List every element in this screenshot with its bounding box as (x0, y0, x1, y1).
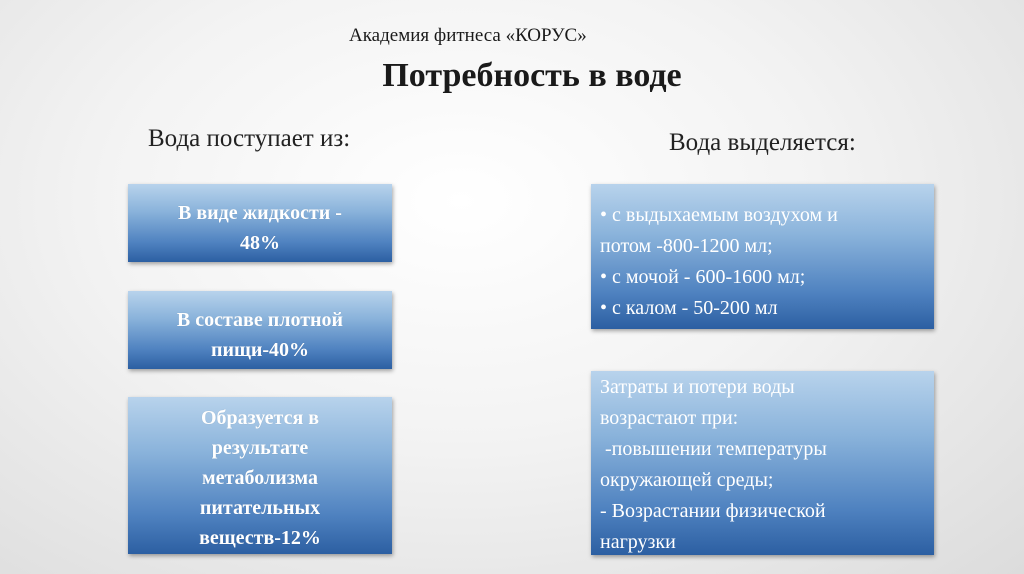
intake-box-metabolism (128, 397, 392, 554)
academy-name: Академия фитнеса «КОРУС» (349, 25, 587, 46)
intake-box-line: В составе плотной (176, 309, 344, 331)
intake-heading: Вода поступает из: (148, 125, 351, 152)
output-box-line: -повышении температуры (600, 438, 827, 460)
output-box-line: окружающей среды; (600, 469, 774, 491)
intake-box-line: веществ-12% (199, 527, 321, 549)
intake-box-line: питательных (199, 497, 321, 519)
output-box-line: • с мочой - 600-1600 мл; (600, 266, 806, 288)
output-box-losses (591, 371, 934, 555)
intake-box-liquid (128, 184, 392, 262)
intake-box-line: пищи-40% (210, 339, 310, 361)
output-box-line: возрастают при: (600, 407, 739, 429)
output-box-line: потом -800-1200 мл; (600, 235, 773, 257)
intake-box-line: результате (211, 437, 309, 459)
output-box-line: Затраты и потери воды (600, 376, 795, 398)
intake-box-solid-food (128, 291, 392, 369)
output-box-line: нагрузки (600, 531, 676, 553)
output-box-line: - Возрастании физической (600, 500, 826, 522)
output-box-line: • с выдыхаемым воздухом и (600, 204, 838, 226)
slide-title: Потребность в воде (382, 57, 682, 94)
output-box-line: • с калом - 50-200 мл (600, 297, 778, 319)
intake-box-line: В виде жидкости - (178, 202, 342, 224)
intake-box-line: 48% (240, 232, 280, 254)
output-box-excretion (591, 184, 934, 329)
intake-box-line: метаболизма (201, 467, 319, 489)
output-heading: Вода выделяется: (669, 129, 856, 156)
intake-box-line: Образуется в (200, 407, 320, 429)
